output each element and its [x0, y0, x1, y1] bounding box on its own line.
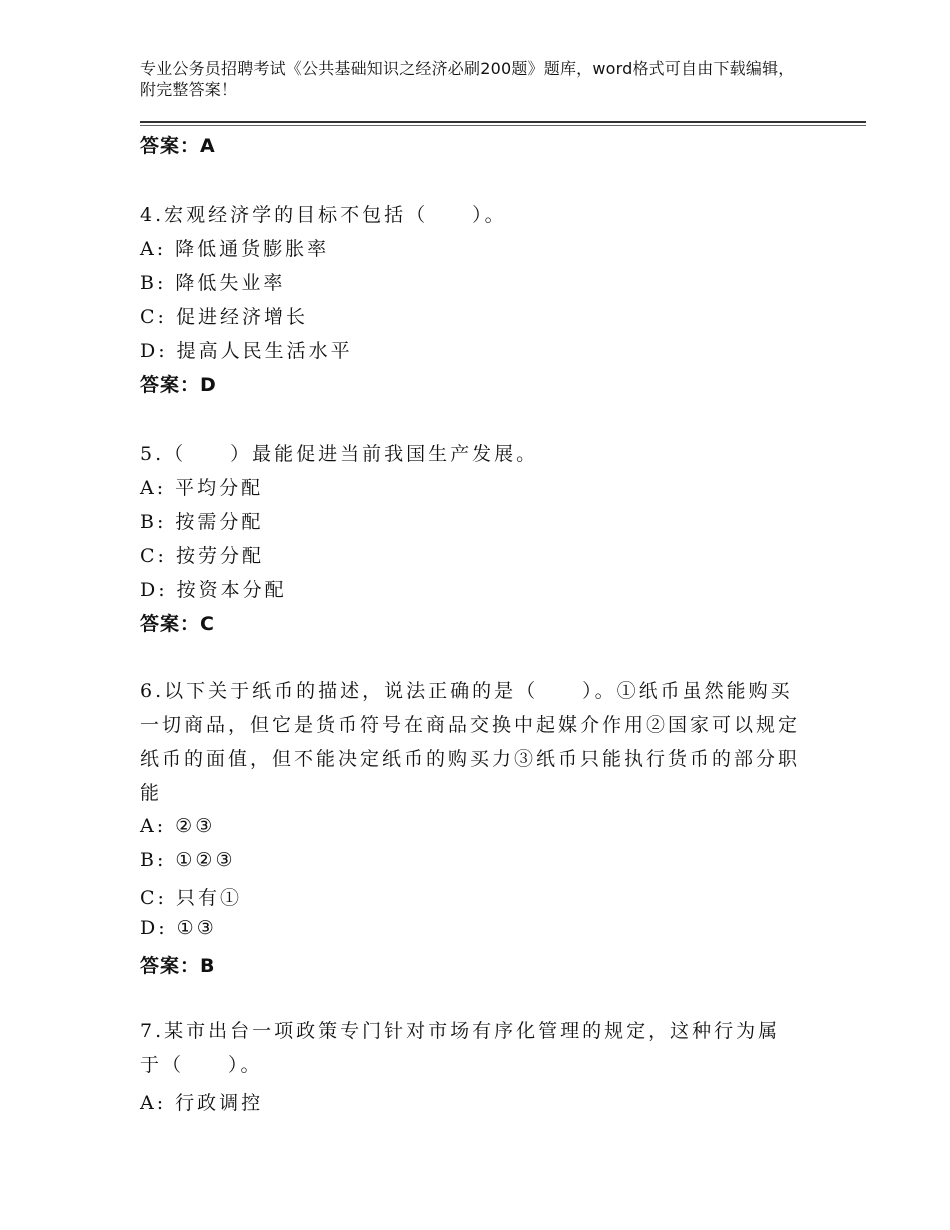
question-6-answer: 答案：B	[140, 955, 216, 977]
question-4-answer: 答案：D	[140, 374, 217, 396]
question-7-option-a: A: 行政调控	[140, 1092, 264, 1114]
question-6-option-a: A: ②③	[140, 815, 216, 837]
header-rule-thick	[140, 121, 866, 123]
question-4-option-b: B: 降低失业率	[140, 272, 286, 294]
page-header: 专业公务员招聘考试《公共基础知识之经济必刷200题》题库，word格式可自由下载编辑，附完整答案！	[140, 59, 795, 99]
question-6-option-b: B: ①②③	[140, 849, 236, 871]
question-4-option-a: A: 降低通货膨胀率	[140, 238, 330, 260]
question-5-option-a: A: 平均分配	[140, 477, 264, 499]
question-6-option-d: D: ①③	[140, 917, 217, 939]
question-4-stem: 4.宏观经济学的目标不包括（ ）。	[140, 204, 507, 226]
question-6-option-c: C: 只有①	[140, 887, 242, 909]
question-4-option-d: D: 提高人民生活水平	[140, 340, 353, 362]
question-7-stem: 7.某市出台一项政策专门针对市场有序化管理的规定，这种行为属于（ ）。	[140, 1020, 781, 1076]
question-6-stem: 6.以下关于纸币的描述，说法正确的是（ ）。①纸币虽然能购买一切商品，但它是货币符号在商品交换中起媒介作用②国家可以规定纸币的面值，但不能决定纸币的购买力③纸币只能执行货币的部分职能	[140, 680, 801, 804]
question-5-option-d: D: 按资本分配	[140, 579, 287, 601]
question-4-option-c: C: 促进经济增长	[140, 306, 308, 328]
question-5-option-b: B: 按需分配	[140, 511, 264, 533]
question-5-answer: 答案：C	[140, 613, 215, 635]
question-5-option-c: C: 按劳分配	[140, 545, 264, 567]
answer-q3: 答案：A	[140, 135, 216, 157]
question-5-stem: 5.（ ）最能促进当前我国生产发展。	[140, 443, 539, 465]
header-rule-thin	[140, 125, 866, 126]
